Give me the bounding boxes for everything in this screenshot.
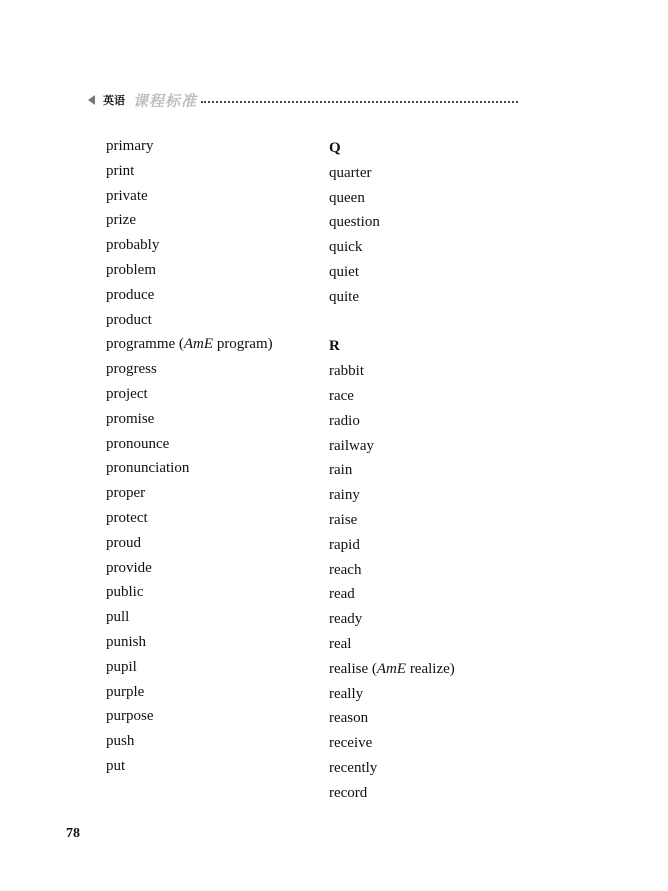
blank-line — [329, 310, 455, 335]
vocabulary-word: problem — [106, 261, 156, 278]
vocabulary-word: record — [329, 784, 368, 801]
vocabulary-word: progress — [106, 361, 157, 378]
vocabulary-word: purpose — [106, 708, 154, 725]
vocabulary-word: push — [106, 733, 135, 750]
vocabulary-word: rain — [329, 462, 353, 479]
vocabulary-word: product — [106, 311, 152, 328]
vocabulary-word: print — [106, 162, 135, 179]
vocabulary-word: queen — [329, 189, 365, 206]
vocabulary-word: receive — [329, 735, 373, 752]
word-column-left — [106, 134, 273, 779]
vocabulary-word: ready — [329, 611, 363, 628]
header-title: 课程标准 — [133, 91, 198, 110]
vocabulary-word: radio — [329, 412, 360, 429]
vocabulary-word: real — [329, 635, 352, 652]
vocabulary-word: prize — [106, 212, 136, 229]
vocabulary-word: produce — [106, 286, 155, 303]
vocabulary-word: rapid — [329, 536, 360, 553]
vocabulary-word: quite — [329, 288, 359, 305]
vocabulary-word: reach — [329, 561, 362, 578]
vocabulary-word: railway — [329, 437, 374, 454]
vocabulary-word: rabbit — [329, 363, 364, 380]
vocabulary-word: quick — [329, 239, 363, 256]
vocabulary-word: put — [106, 757, 126, 774]
vocabulary-word: rainy — [329, 487, 360, 504]
vocabulary-word: recently — [329, 759, 378, 776]
vocabulary-word: quarter — [329, 164, 372, 181]
vocabulary-word: provide — [106, 559, 152, 576]
vocabulary-word: probably — [106, 237, 160, 254]
vocabulary-word: realise (AmE realize) — [329, 660, 455, 677]
running-header — [88, 90, 518, 110]
vocabulary-word: pronounce — [106, 435, 170, 452]
vocabulary-word: private — [106, 187, 148, 204]
triangle-marker-icon — [88, 95, 95, 105]
vocabulary-word: really — [329, 685, 364, 702]
word-column-right — [329, 136, 455, 806]
vocabulary-word: purple — [106, 683, 145, 700]
vocabulary-word: promise — [106, 410, 155, 427]
header-subject: 英语 — [103, 94, 125, 107]
vocabulary-word: read — [329, 586, 355, 603]
page-number: 78 — [66, 826, 80, 841]
vocabulary-word: programme (AmE program) — [106, 336, 273, 353]
vocabulary-word: primary — [106, 138, 154, 154]
vocabulary-word: public — [106, 584, 144, 601]
vocabulary-word: question — [329, 214, 380, 231]
vocabulary-word: race — [329, 387, 354, 404]
vocabulary-word: project — [106, 385, 148, 402]
vocabulary-word: pull — [106, 609, 130, 626]
vocabulary-word: proud — [106, 534, 141, 551]
vocabulary-word: raise — [329, 511, 358, 528]
letter-heading: R — [329, 338, 340, 355]
vocabulary-word: pupil — [106, 658, 137, 675]
header-dotted-rule — [201, 101, 518, 103]
vocabulary-word: punish — [106, 633, 147, 650]
vocabulary-word: quiet — [329, 263, 359, 280]
vocabulary-word: pronunciation — [106, 460, 190, 477]
vocabulary-word: protect — [106, 509, 148, 526]
vocabulary-word: reason — [329, 710, 369, 727]
letter-heading: Q — [329, 140, 341, 156]
vocabulary-word: proper — [106, 485, 146, 502]
